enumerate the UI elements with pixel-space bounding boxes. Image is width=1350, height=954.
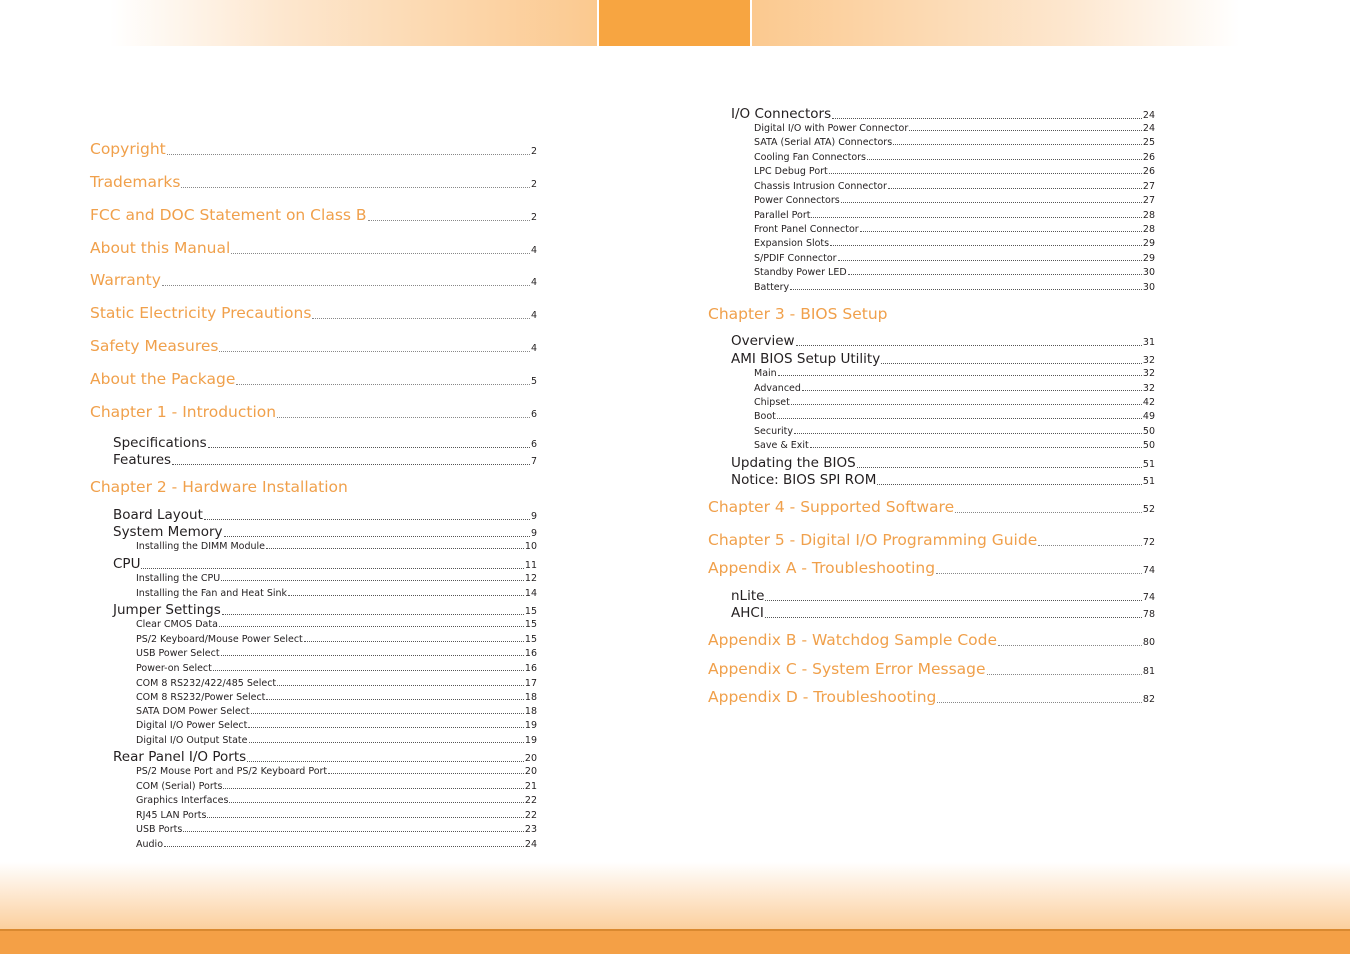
- toc-page-number: 19: [524, 720, 537, 731]
- toc-page-number: 15: [524, 634, 537, 645]
- toc-entry-title: Warranty: [90, 271, 161, 289]
- toc-section-entry[interactable]: [731, 106, 1155, 122]
- toc-subsection-entry[interactable]: [754, 426, 1155, 437]
- toc-dot-leader: [810, 447, 1142, 448]
- toc-subsection-entry[interactable]: [754, 383, 1155, 394]
- toc-chapter-entry[interactable]: [90, 271, 537, 289]
- toc-chapter-entry[interactable]: [90, 140, 537, 158]
- toc-chapter-entry[interactable]: [708, 660, 1155, 678]
- toc-page-number: 16: [524, 648, 537, 659]
- toc-entry-title: Digital I/O with Power Connector: [754, 123, 909, 134]
- toc-subsection-entry[interactable]: [136, 692, 537, 703]
- toc-subsection-entry[interactable]: [136, 706, 537, 717]
- toc-dot-leader: [181, 187, 529, 188]
- toc-page-number: 20: [524, 766, 537, 777]
- toc-subsection-entry[interactable]: [136, 839, 537, 850]
- toc-entry-title: Chapter 5 - Digital I/O Programming Guide: [708, 531, 1038, 549]
- toc-subsection-entry[interactable]: [754, 238, 1155, 249]
- toc-section-entry[interactable]: [113, 602, 537, 618]
- toc-page-number: 29: [1142, 253, 1155, 264]
- toc-dot-leader: [848, 274, 1142, 275]
- toc-dot-leader: [998, 645, 1142, 646]
- toc-subsection-entry[interactable]: [754, 224, 1155, 235]
- toc-page-number: 2: [530, 179, 537, 190]
- toc-dot-leader: [251, 713, 524, 714]
- toc-section-entry[interactable]: [731, 472, 1155, 488]
- toc-entry-title: Power Connectors: [754, 195, 840, 206]
- toc-page-number: 22: [524, 810, 537, 821]
- toc-entry-title: Updating the BIOS: [731, 455, 856, 471]
- toc-subsection-entry[interactable]: [754, 152, 1155, 163]
- toc-dot-leader: [183, 831, 524, 832]
- toc-entry-title: Boot: [754, 411, 776, 422]
- toc-page-number: 12: [524, 573, 537, 584]
- toc-page-number: 4: [530, 310, 537, 321]
- toc-section-entry[interactable]: [113, 524, 537, 540]
- toc-section-entry[interactable]: [113, 556, 537, 572]
- toc-dot-leader: [222, 614, 524, 615]
- footer-fade: [0, 862, 1350, 930]
- toc-entry-title: SATA (Serial ATA) Connectors: [754, 137, 893, 148]
- toc-dot-leader: [221, 580, 524, 581]
- toc-subsection-entry[interactable]: [136, 678, 537, 689]
- toc-dot-leader: [172, 464, 530, 465]
- toc-page-number: 11: [524, 560, 537, 571]
- toc-entry-title: Main: [754, 368, 777, 379]
- toc-dot-leader: [790, 289, 1142, 290]
- toc-dot-leader: [841, 202, 1142, 203]
- toc-entry-title: AMI BIOS Setup Utility: [731, 351, 881, 367]
- toc-dot-leader: [765, 600, 1141, 601]
- toc-subsection-entry[interactable]: [136, 720, 537, 731]
- toc-entry-title: Appendix C - System Error Message: [708, 660, 986, 678]
- toc-page-number: 32: [1142, 368, 1155, 379]
- toc-section-entry[interactable]: [113, 435, 537, 451]
- toc-page-number: 26: [1142, 152, 1155, 163]
- toc-dot-leader: [221, 655, 524, 656]
- toc-page-number: 82: [1142, 694, 1155, 705]
- toc-dot-leader: [877, 484, 1142, 485]
- toc-entry-title: Appendix B - Watchdog Sample Code: [708, 631, 998, 649]
- toc-dot-leader: [312, 318, 530, 319]
- toc-subsection-entry[interactable]: [136, 588, 537, 599]
- toc-subsection-entry[interactable]: [136, 824, 537, 835]
- toc-page-number: 15: [524, 619, 537, 630]
- toc-subsection-entry[interactable]: [754, 137, 1155, 148]
- toc-page-number: 80: [1142, 637, 1155, 648]
- toc-entry-title: Features: [113, 452, 172, 468]
- toc-page-number: 49: [1142, 411, 1155, 422]
- toc-entry-title: LPC Debug Port: [754, 166, 828, 177]
- toc-dot-leader: [838, 260, 1142, 261]
- toc-dot-leader: [162, 285, 530, 286]
- toc-subsection-entry[interactable]: [754, 267, 1155, 278]
- toc-dot-leader: [213, 670, 524, 671]
- toc-subsection-entry[interactable]: [754, 210, 1155, 221]
- toc-page-number: 7: [530, 456, 537, 467]
- toc-dot-leader: [304, 641, 524, 642]
- toc-page-number: 21: [524, 781, 537, 792]
- toc-page-number: 4: [530, 245, 537, 256]
- toc-page-number: 24: [1142, 123, 1155, 134]
- toc-subsection-entry[interactable]: [136, 810, 537, 821]
- header-band-right: [752, 0, 1240, 46]
- toc-entry-title: USB Power Select: [136, 648, 220, 659]
- toc-page-number: 25: [1142, 137, 1155, 148]
- toc-chapter-entry[interactable]: [90, 206, 537, 224]
- toc-chapter-entry[interactable]: [708, 559, 1155, 577]
- toc-entry-title: Front Panel Connector: [754, 224, 859, 235]
- toc-section-entry[interactable]: [731, 351, 1155, 367]
- toc-dot-leader: [765, 617, 1142, 618]
- toc-entry-title: SATA DOM Power Select: [136, 706, 250, 717]
- toc-page-number: 16: [524, 663, 537, 674]
- toc-dot-leader: [229, 802, 523, 803]
- toc-page-number: 27: [1142, 195, 1155, 206]
- toc-dot-leader: [266, 699, 524, 700]
- toc-page-number: 24: [1142, 110, 1155, 121]
- toc-entry-title: Installing the DIMM Module: [136, 541, 265, 552]
- toc-subsection-entry[interactable]: [754, 440, 1155, 451]
- toc-dot-leader: [328, 773, 524, 774]
- toc-section-entry[interactable]: [731, 605, 1155, 621]
- toc-dot-leader: [249, 742, 524, 743]
- toc-page-number: 2: [530, 146, 537, 157]
- toc-page-number: 6: [530, 409, 537, 420]
- toc-section-entry[interactable]: [731, 455, 1155, 471]
- toc-dot-leader: [811, 217, 1141, 218]
- toc-page-number: 51: [1142, 459, 1155, 470]
- toc-dot-leader: [207, 817, 523, 818]
- toc-page-number: 29: [1142, 238, 1155, 249]
- toc-subsection-entry[interactable]: [136, 619, 537, 630]
- toc-page-number: 6: [530, 439, 537, 450]
- toc-subsection-entry[interactable]: [754, 166, 1155, 177]
- toc-dot-leader: [266, 548, 524, 549]
- toc-entry-title: System Memory: [113, 524, 223, 540]
- toc-page-number: 32: [1142, 383, 1155, 394]
- toc-entry-title: Digital I/O Output State: [136, 735, 248, 746]
- toc-chapter-entry[interactable]: [708, 498, 1155, 516]
- toc-subsection-entry[interactable]: [754, 411, 1155, 422]
- toc-entry-title: Audio: [136, 839, 164, 850]
- toc-dot-leader: [937, 702, 1142, 703]
- toc-dot-leader: [888, 188, 1142, 189]
- toc-dot-leader: [832, 118, 1142, 119]
- toc-page-number: 27: [1142, 181, 1155, 192]
- toc-entry-title: Trademarks: [90, 173, 181, 191]
- toc-page-number: 14: [524, 588, 537, 599]
- toc-page-number: 52: [1142, 504, 1155, 515]
- toc-section-entry[interactable]: [731, 588, 1155, 604]
- toc-entry-title: Chipset: [754, 397, 790, 408]
- toc-section-entry[interactable]: [113, 452, 537, 468]
- toc-page-number: 26: [1142, 166, 1155, 177]
- toc-dot-leader: [248, 727, 524, 728]
- toc-dot-leader: [167, 154, 530, 155]
- toc-dot-leader: [223, 788, 523, 789]
- toc-page-number: 28: [1142, 224, 1155, 235]
- toc-page-number: 74: [1142, 565, 1155, 576]
- toc-entry-title: Copyright: [90, 140, 166, 158]
- toc-subsection-entry[interactable]: [136, 766, 537, 777]
- toc-dot-leader: [987, 674, 1142, 675]
- toc-entry-title: Installing the CPU: [136, 573, 221, 584]
- toc-entry-title: Advanced: [754, 383, 801, 394]
- toc-entry-title: AHCI: [731, 605, 764, 621]
- toc-page-number: 4: [530, 277, 537, 288]
- toc-dot-leader: [791, 404, 1142, 405]
- toc-entry-title: Digital I/O Power Select: [136, 720, 248, 731]
- toc-chapter-entry[interactable]: [90, 173, 537, 191]
- toc-dot-leader: [277, 417, 530, 418]
- toc-page-number: 10: [524, 541, 537, 552]
- toc-subsection-entry[interactable]: [136, 663, 537, 674]
- toc-dot-leader: [224, 536, 530, 537]
- toc-dot-leader: [867, 159, 1142, 160]
- toc-page-number: 50: [1142, 426, 1155, 437]
- toc-entry-title: COM (Serial) Ports: [136, 781, 223, 792]
- toc-dot-leader: [247, 761, 524, 762]
- toc-dot-leader: [277, 685, 524, 686]
- toc-page-number: 18: [524, 706, 537, 717]
- toc-chapter-entry[interactable]: [708, 631, 1155, 649]
- toc-entry-title: CPU: [113, 556, 141, 572]
- toc-entry-title: Board Layout: [113, 507, 203, 523]
- toc-subsection-entry[interactable]: [754, 195, 1155, 206]
- toc-dot-leader: [288, 595, 524, 596]
- toc-chapter-entry[interactable]: [90, 304, 537, 322]
- toc-entry-title: Chapter 1 - Introduction: [90, 403, 277, 421]
- toc-subsection-entry[interactable]: [754, 123, 1155, 134]
- toc-page-number: 30: [1142, 282, 1155, 293]
- toc-entry-title: Expansion Slots: [754, 238, 830, 249]
- toc-dot-leader: [777, 418, 1142, 419]
- toc-chapter-entry[interactable]: [90, 370, 537, 388]
- toc-page-number: 4: [530, 343, 537, 354]
- toc-page-number: 17: [524, 678, 537, 689]
- toc-page-number: 5: [530, 376, 537, 387]
- toc-entry-title: Safety Measures: [90, 337, 219, 355]
- toc-dot-leader: [909, 130, 1142, 131]
- toc-entry-title: Appendix A - Troubleshooting: [708, 559, 936, 577]
- toc-entry-title: Rear Panel I/O Ports: [113, 749, 247, 765]
- toc-dot-leader: [164, 846, 524, 847]
- toc-page-number: 81: [1142, 666, 1155, 677]
- toc-entry-title: Battery: [754, 282, 790, 293]
- toc-page-number: 23: [524, 824, 537, 835]
- toc-entry-title: Chapter 4 - Supported Software: [708, 498, 955, 516]
- toc-dot-leader: [219, 626, 524, 627]
- toc-entry-title: Static Electricity Precautions: [90, 304, 312, 322]
- toc-entry-title: Installing the Fan and Heat Sink: [136, 588, 288, 599]
- toc-entry-title: PS/2 Mouse Port and PS/2 Keyboard Port: [136, 766, 328, 777]
- toc-page-number: 20: [524, 753, 537, 764]
- toc-page-number: 42: [1142, 397, 1155, 408]
- toc-entry-title: Cooling Fan Connectors: [754, 152, 867, 163]
- toc-page-number: 72: [1142, 537, 1155, 548]
- toc-chapter-entry[interactable]: [708, 531, 1155, 549]
- footer-bar: [0, 929, 1350, 954]
- toc-subsection-entry[interactable]: [136, 541, 537, 552]
- toc-dot-leader: [893, 144, 1142, 145]
- toc-entry-title: Chassis Intrusion Connector: [754, 181, 887, 192]
- header-tab: [599, 0, 750, 46]
- toc-dot-leader: [955, 512, 1142, 513]
- toc-page-number: 2: [530, 212, 537, 223]
- toc-dot-leader: [857, 467, 1142, 468]
- toc-page-number: 9: [530, 511, 537, 522]
- toc-subsection-entry[interactable]: [136, 648, 537, 659]
- toc-entry-title: Parallel Port: [754, 210, 811, 221]
- toc-page-number: 22: [524, 795, 537, 806]
- toc-dot-leader: [231, 253, 530, 254]
- toc-dot-leader: [208, 447, 530, 448]
- toc-entry-title: Security: [754, 426, 794, 437]
- toc-entry-title: Clear CMOS Data: [136, 619, 218, 630]
- toc-chapter-entry[interactable]: [90, 239, 537, 257]
- toc-entry-title: COM 8 RS232/Power Select: [136, 692, 266, 703]
- toc-dot-leader: [830, 245, 1142, 246]
- toc-dot-leader: [829, 173, 1142, 174]
- toc-entry-title: I/O Connectors: [731, 106, 832, 122]
- toc-subsection-entry[interactable]: [136, 735, 537, 746]
- toc-chapter-entry[interactable]: [90, 403, 537, 421]
- toc-subsection-entry[interactable]: [754, 282, 1155, 293]
- toc-page-number: 24: [524, 839, 537, 850]
- toc-entry-title: RJ45 LAN Ports: [136, 810, 207, 821]
- toc-entry-title: USB Ports: [136, 824, 183, 835]
- toc-dot-leader: [794, 433, 1142, 434]
- toc-entry-title: Save & Exit: [754, 440, 809, 451]
- toc-entry-title: Power-on Select: [136, 663, 212, 674]
- toc-subsection-entry[interactable]: [754, 397, 1155, 408]
- toc-page-number: 18: [524, 692, 537, 703]
- toc-dot-leader: [796, 345, 1142, 346]
- toc-dot-leader: [802, 390, 1142, 391]
- toc-page-number: 78: [1142, 609, 1155, 620]
- toc-chapter-entry[interactable]: [708, 688, 1155, 706]
- toc-dot-leader: [881, 363, 1142, 364]
- toc-dot-leader: [219, 351, 529, 352]
- toc-dot-leader: [141, 568, 523, 569]
- toc-subsection-entry[interactable]: [136, 573, 537, 584]
- toc-entry-title: nLite: [731, 588, 765, 604]
- toc-section-entry[interactable]: [113, 749, 537, 765]
- toc-subsection-entry[interactable]: [136, 795, 537, 806]
- toc-page-number: 19: [524, 735, 537, 746]
- toc-entry-title: COM 8 RS232/422/485 Select: [136, 678, 277, 689]
- toc-subsection-entry[interactable]: [136, 781, 537, 792]
- toc-section-entry[interactable]: [113, 507, 537, 523]
- toc-entry-title: About the Package: [90, 370, 236, 388]
- toc-page-number: 28: [1142, 210, 1155, 221]
- toc-subsection-entry[interactable]: [754, 181, 1155, 192]
- toc-page-number: 50: [1142, 440, 1155, 451]
- toc-entry-title: Jumper Settings: [113, 602, 221, 618]
- toc-entry-title: Specifications: [113, 435, 207, 451]
- toc-page-number: 9: [530, 528, 537, 539]
- header-band-left: [110, 0, 597, 46]
- toc-entry-title: Overview: [731, 333, 795, 349]
- toc-entry-title: S/PDIF Connector: [754, 253, 837, 264]
- toc-chapter-entry[interactable]: [90, 337, 537, 355]
- toc-dot-leader: [860, 231, 1142, 232]
- toc-entry-title: Notice: BIOS SPI ROM: [731, 472, 877, 488]
- toc-page-number: 15: [524, 606, 537, 617]
- toc-entry-title: FCC and DOC Statement on Class B: [90, 206, 367, 224]
- toc-chapter-heading[interactable]: Chapter 2 - Hardware Installation: [90, 478, 348, 496]
- toc-dot-leader: [368, 220, 530, 221]
- toc-subsection-entry[interactable]: [754, 253, 1155, 264]
- toc-entry-title: Standby Power LED: [754, 267, 847, 278]
- toc-dot-leader: [236, 384, 530, 385]
- toc-page-number: 51: [1142, 476, 1155, 487]
- toc-entry-title: About this Manual: [90, 239, 231, 257]
- toc-subsection-entry[interactable]: [136, 634, 537, 645]
- toc-subsection-entry[interactable]: [754, 368, 1155, 379]
- toc-dot-leader: [1038, 545, 1142, 546]
- toc-page-number: 31: [1142, 337, 1155, 348]
- toc-dot-leader: [936, 573, 1142, 574]
- toc-section-entry[interactable]: [731, 333, 1155, 349]
- toc-entry-title: PS/2 Keyboard/Mouse Power Select: [136, 634, 303, 645]
- toc-page-number: 30: [1142, 267, 1155, 278]
- toc-chapter-heading[interactable]: Chapter 3 - BIOS Setup: [708, 305, 888, 323]
- toc-dot-leader: [204, 519, 530, 520]
- toc-page-number: 32: [1142, 355, 1155, 366]
- toc-entry-title: Graphics Interfaces: [136, 795, 229, 806]
- toc-dot-leader: [778, 375, 1142, 376]
- toc-entry-title: Appendix D - Troubleshooting: [708, 688, 937, 706]
- toc-page-number: 74: [1142, 592, 1155, 603]
